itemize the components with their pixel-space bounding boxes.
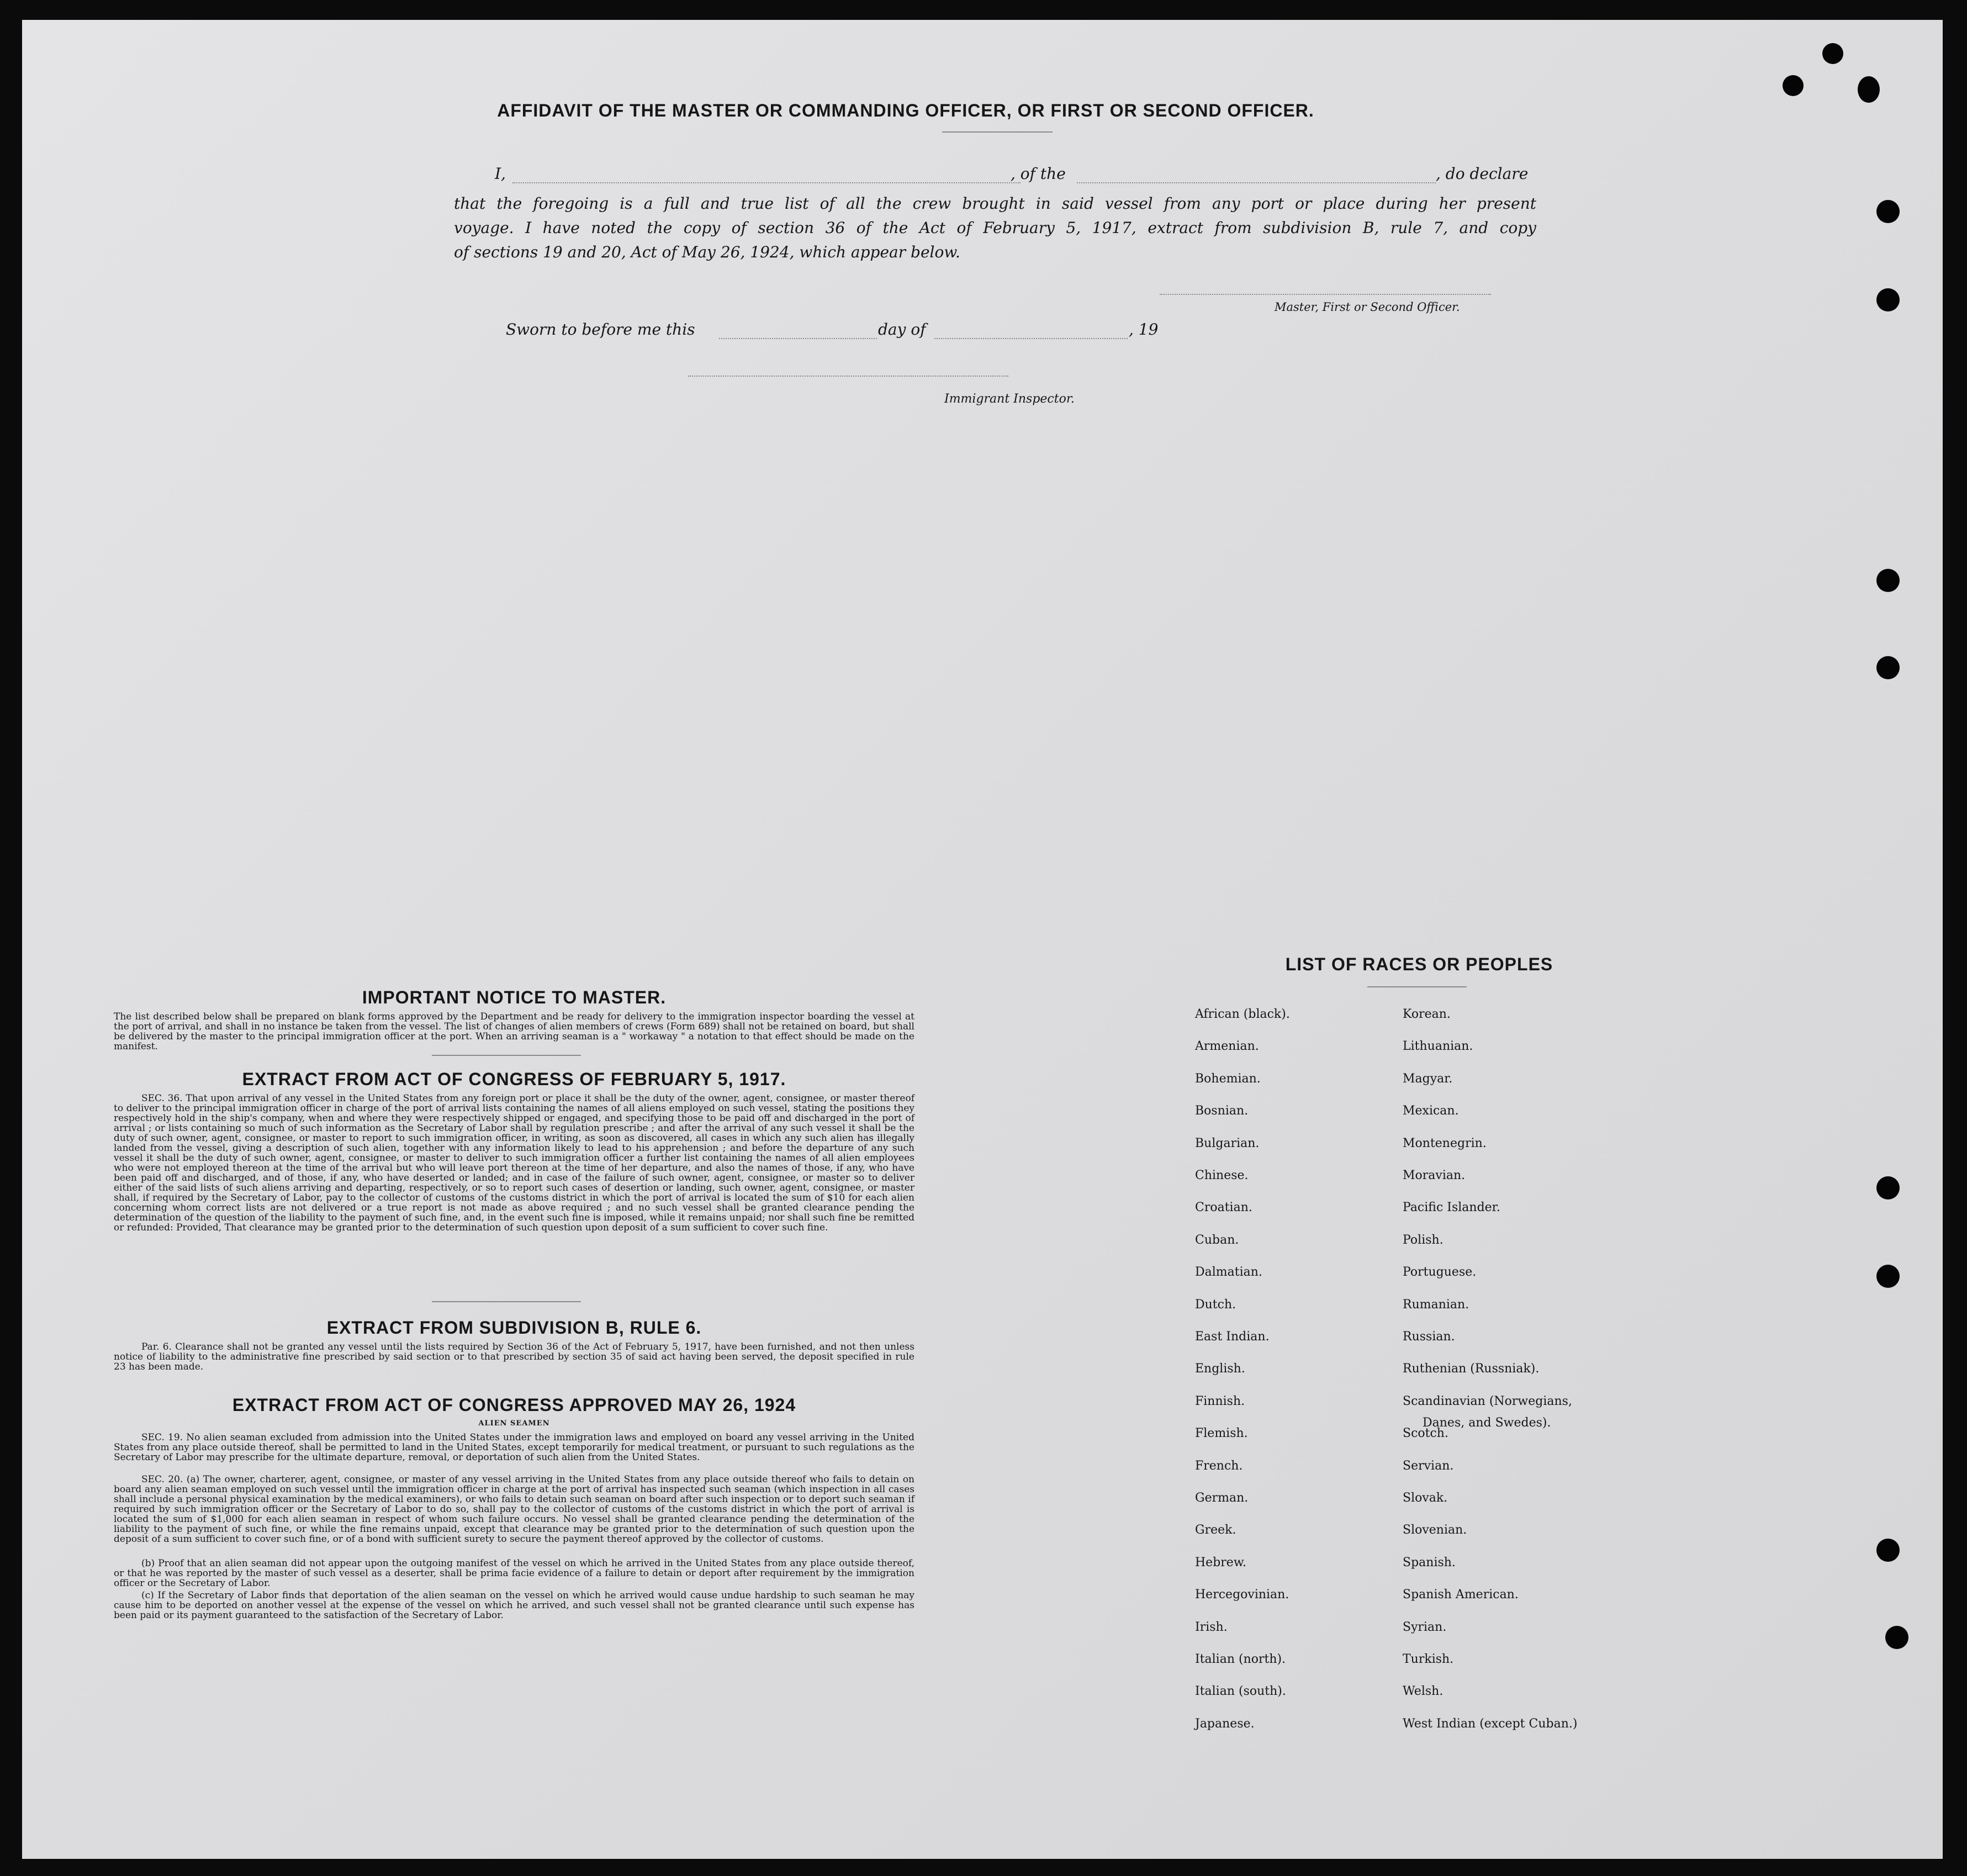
race-item: Moravian. [1403, 1169, 1466, 1182]
year-label: , 19 [1129, 320, 1159, 339]
punch-hole [1876, 288, 1900, 311]
race-item: Italian (north). [1195, 1652, 1286, 1666]
race-item: Scotch. [1403, 1426, 1448, 1441]
rule6-text: Par. 6. Clearance shall not be granted any vessel until the lists required by Section 36 of the Act of February 5, 1917, have been furnished, and not then unless notice of liability to the administrative fine prescribed by said section or to that prescribed by section 35 of said act having been served, the deposit specified in rule 23 has been made. [114, 1341, 914, 1372]
punch-hole [1876, 569, 1900, 592]
extract-1924-sec20b: (b) Proof that an alien seaman did not appear upon the outgoing manifest of the vessel on which he arrived in the United States from any place outside thereof, or that he was reported by the master of such vessel as a deserter, shall be prima facie evidence of a failure to detain or deport after requirement by the immigration officer or the Secretary of Labor. [114, 1558, 914, 1589]
affidavit-line-2: voyage. I have noted the copy of section 36 of the Act of February 5, 1917, extract from subdivision B, rule 7, and copy [454, 219, 1536, 237]
day-of-label: day of [878, 320, 926, 339]
affidavit-line-3: of sections 19 and 20, Act of May 26, 1924, which appear below. [454, 243, 960, 261]
master-signature-line[interactable] [1160, 294, 1491, 295]
race-item: Ruthenian (Russniak). [1403, 1362, 1540, 1376]
race-item: Flemish. [1195, 1426, 1248, 1441]
race-item: Greek. [1195, 1523, 1236, 1537]
race-item: Spanish American. [1403, 1588, 1519, 1602]
notice-title: IMPORTANT NOTICE TO MASTER. [362, 987, 667, 1007]
vessel-field-line[interactable] [1077, 182, 1436, 183]
inspector-label: Immigrant Inspector. [944, 392, 1075, 406]
punch-hole [1822, 43, 1843, 64]
race-item: Slovenian. [1403, 1523, 1467, 1537]
race-item: Rumanian. [1403, 1297, 1469, 1312]
race-item: Pacific Islander. [1403, 1201, 1500, 1215]
punch-hole [1885, 1626, 1908, 1649]
race-item: Lithuanian. [1403, 1039, 1473, 1054]
extract-1924-subtitle: ALIEN SEAMEN [478, 1419, 550, 1428]
affidavit-line-1: that the foregoing is a full and true list of all the crew brought in said vessel from any port or place during her present [454, 194, 1536, 213]
name-field-line[interactable] [512, 182, 1020, 183]
race-item: East Indian. [1195, 1330, 1270, 1344]
extract-1924-sec20c: (c) If the Secretary of Labor finds that deportation of the alien seaman on the vessel on which he arrived would cause undue hardship to such seaman he may cause him to be deported on another vessel at the expense of the vessel on which he arrived, and such vessel shall not be granted clearance until such expense has been paid or its payment guaranteed to the satisfaction of the Secretary of Labor. [114, 1590, 914, 1621]
punch-hole [1876, 1539, 1900, 1562]
extract-1917-text: SEC. 36. That upon arrival of any vessel in the United States from any foreign port or place it shall be the duty of the owner, agent, consignee, or master thereof to deliver to the principal immigration officer in charge of the port of arrival lists containing the names of all aliens employed on such vessel, stating the positions they respectively hold in the ship's company, when and where they were respectively shipped or engaged, and specifying those to be paid off and discharged in the port of arrival ; or lists containing so much of such information as the Secretary of Labor shall by regulation prescribe ; and after the arrival of any such vessel it shall be the duty of such owner, agent, consignee, or master to report to such immigration officer, in writing, as soon as discovered, all cases in which any such alien has illegally landed from the vessel, giving a description of such alien, together with any information likely to lead to his apprehension ; and before the departure of any such vessel it shall be the duty of such owner, agent, consignee, or master to deliver to such immigration officer a further list containing the names of all alien employees who were not employed thereon at the time of the arrival but who will leave port thereon at the time of her departure, and also the names of those, if any, who have been paid off and discharged, and of those, if any, who have deserted or landed; and in case of the failure of such owner, agent, consignee, or master so to deliver either of the said lists of such aliens arriving and departing, respectively, or so to report such cases of desertion or landing, such owner, agent, consignee, or master shall, if required by the Secretary of Labor, pay to the collector of customs of the customs district in which the port of arrival is located the sum of $10 for each alien concerning whom correct lists are not delivered or a true report is not made as above required ; and no such vessel shall be granted clearance pending the determination of the question of the liability to the payment of such fine, and, in the event such fine is imposed, while it remains unpaid; nor shall such fine be remitted or refunded: Provided, That clearance may be granted prior to the determination of such question upon deposit of a sum sufficient to cover such fine. [114, 1093, 915, 1233]
punch-hole [1876, 200, 1900, 223]
punch-hole [1783, 75, 1804, 96]
document-page [22, 20, 1943, 1859]
divider [432, 1301, 581, 1302]
race-item: Hebrew. [1195, 1555, 1247, 1570]
race-item: Polish. [1403, 1233, 1443, 1247]
sworn-month-line[interactable] [934, 338, 1128, 339]
notice-text: The list described below shall be prepared on blank forms approved by the Department and be ready for delivery to the immigration inspector boarding the vessel at the port of arrival, and shall in no instance be taken from the vessel. The list of changes of alien members of crews (Form 689) shall not be retained on board, but shall be delivered by the master to the principal immigration officer at the port. When an arriving seaman is a " workaway " a notation to that effect should be made on the manifest. [114, 1011, 914, 1052]
race-item: Armenian. [1195, 1039, 1259, 1054]
race-item: Syrian. [1403, 1620, 1447, 1634]
divider [432, 1055, 581, 1056]
punch-hole [1876, 656, 1900, 679]
extract-1917-title: EXTRACT FROM ACT OF CONGRESS OF FEBRUARY 5, 1917. [242, 1069, 786, 1089]
extract-1924-title: EXTRACT FROM ACT OF CONGRESS APPROVED MAY 26, 1924 [232, 1395, 796, 1415]
sworn-label: Sworn to before me this [506, 320, 695, 339]
race-item: Magyar. [1403, 1071, 1453, 1086]
race-item: English. [1195, 1362, 1245, 1376]
race-item: Cuban. [1195, 1233, 1239, 1247]
sworn-day-line[interactable] [719, 338, 877, 339]
affidavit-do-declare-label: , do declare [1436, 165, 1529, 183]
master-signature-label: Master, First or Second Officer. [1275, 300, 1460, 314]
race-item: Scandinavian (Norwegians, [1403, 1394, 1572, 1408]
affidavit-i-label: I, [495, 165, 506, 183]
race-item: Bohemian. [1195, 1071, 1261, 1086]
race-item: Dutch. [1195, 1297, 1236, 1312]
affidavit-title: AFFIDAVIT OF THE MASTER OR COMMANDING OFFICER, OR FIRST OR SECOND OFFICER. [497, 101, 1314, 120]
race-item: Mexican. [1403, 1104, 1459, 1118]
race-item: German. [1195, 1491, 1249, 1505]
race-item: Welsh. [1403, 1684, 1443, 1699]
race-item: French. [1195, 1458, 1243, 1473]
race-item: West Indian (except Cuban.) [1403, 1716, 1578, 1731]
race-item: Finnish. [1195, 1394, 1245, 1408]
punch-hole [1876, 1176, 1900, 1199]
race-item: Montenegrin. [1403, 1136, 1487, 1150]
punch-hole [1858, 76, 1880, 103]
rule6-title: EXTRACT FROM SUBDIVISION B, RULE 6. [326, 1318, 702, 1338]
affidavit-of-the-label: , of the [1011, 165, 1066, 183]
races-title: LIST OF RACES OR PEOPLES [1285, 954, 1553, 974]
race-item: Spanish. [1403, 1555, 1456, 1570]
race-item: Portuguese. [1403, 1265, 1477, 1280]
race-item: Bulgarian. [1195, 1136, 1260, 1150]
inspector-signature-line[interactable] [688, 376, 1008, 377]
punch-hole [1876, 1265, 1900, 1288]
race-item: Servian. [1403, 1458, 1454, 1473]
race-item: Turkish. [1403, 1652, 1454, 1666]
extract-1924-sec19: SEC. 19. No alien seaman excluded from admission into the United States under the immigration laws and employed on board any vessel arriving in the United States from any place outside thereof, shall be permitted to land in the United States, except temporarily for medical treatment, or pursuant to such regulations as the Secretary of Labor may prescribe for the ultimate departure, removal, or deportation of such alien from the United States. [114, 1432, 914, 1463]
race-item: Russian. [1403, 1330, 1455, 1344]
race-item: Japanese. [1195, 1716, 1255, 1731]
race-item: Dalmatian. [1195, 1265, 1262, 1280]
divider [942, 131, 1053, 133]
race-item: African (black). [1195, 1007, 1290, 1021]
race-item: Hercegovinian. [1195, 1588, 1289, 1602]
extract-1924-sec20a: SEC. 20. (a) The owner, charterer, agent, consignee, or master of any vessel arriving in the United States from any place outside thereof who fails to detain on board any alien seaman employed on such vessel until the immigration officer in charge at the port of arrival has inspected such seaman (which inspection in all cases shall include a personal physical examination by the medical examiners), or who fails to detain such seaman on board after such inspection or to deport such seaman if required by such immigration officer or the Secretary of Labor to do so, shall pay to the collector of customs of the customs district in which the port of arrival is located the sum of $1,000 for each alien seaman in respect of whom such failure occurs. No vessel shall be granted clearance pending the determination of the liability to the payment of such fine, or while the fine remains unpaid, except that clearance may be granted prior to the determination of such question upon the deposit of a sum sufficient to cover such fine, or of a bond with sufficient surety to secure the payment thereof approved by the collector of customs. [114, 1474, 914, 1545]
race-item: Slovak. [1403, 1491, 1448, 1505]
divider [1367, 986, 1467, 987]
race-item: Bosnian. [1195, 1104, 1249, 1118]
race-item: Danes, and Swedes). [1423, 1416, 1551, 1430]
race-item: Croatian. [1195, 1201, 1252, 1215]
race-item: Korean. [1403, 1007, 1451, 1021]
race-item: Chinese. [1195, 1169, 1249, 1182]
race-item: Italian (south). [1195, 1684, 1286, 1699]
race-item: Irish. [1195, 1620, 1228, 1634]
